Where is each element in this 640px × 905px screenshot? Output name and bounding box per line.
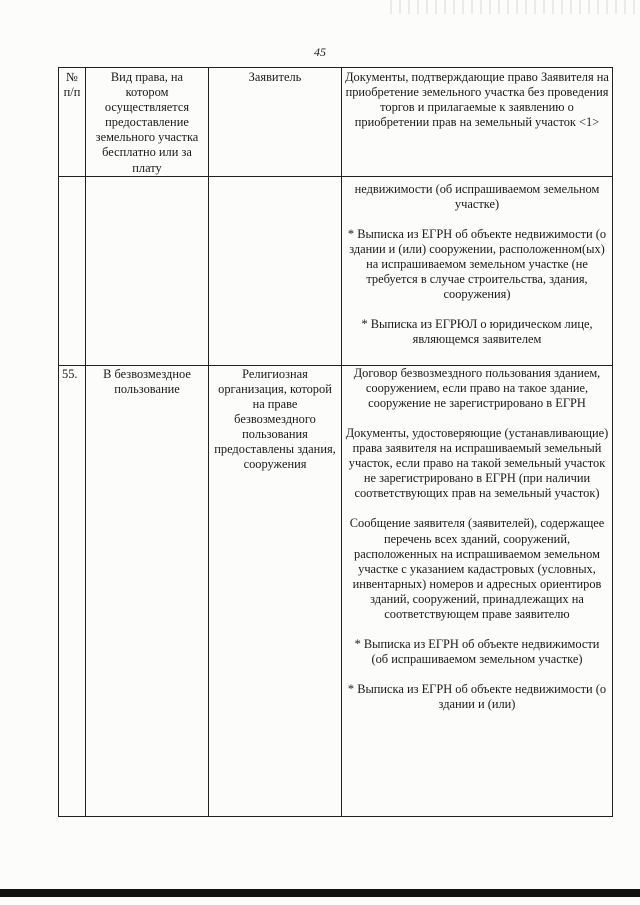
- document-item: * Выписка из ЕГРН об объекте недвижимости (о здании и (или): [347, 682, 607, 712]
- table-header-row: [59, 68, 613, 177]
- cell-applicant: Религиозная организация, которой на праве безвозмездного пользования предоставлены здания, сооружения: [209, 365, 342, 816]
- document-item: * Выписка из ЕГРЮЛ о юридическом лице, являющемся заявителем: [361, 317, 593, 347]
- cell-documents: [342, 365, 613, 816]
- document-item: Договор безвозмездного пользования зданием, сооружением, если право на такое здание, сооружение не зарегистрировано в ЕГРН: [353, 365, 601, 410]
- scan-bottom-edge: [0, 889, 640, 897]
- cell-applicant-empty: [209, 176, 342, 365]
- cell-documents-continuation: [342, 176, 613, 365]
- document-item: Сообщение заявителя (заявителей), содержащее перечень всех зданий, сооружений, расположенных на испрашиваемом земельном участке с указанием кадастровых (условных, инвентарных) номеров и адресных ориентиров зданий, сооружений, принадлежащих на соответствующем праве заявителю: [349, 516, 605, 621]
- table-row-55: [59, 365, 613, 816]
- table-row-continuation: [59, 176, 613, 365]
- scan-artifact: [390, 0, 640, 14]
- header-right-type: Вид права, на котором осуществляется предоставление земельного участка бесплатно или за плату: [86, 68, 209, 177]
- header-num: № п/п: [59, 68, 86, 177]
- document-item: Документы, удостоверяющие (устанавливающие) права заявителя на испрашиваемый земельный участок, если право на такой земельный участок не зарегистрировано в ЕГРН (при наличии соответствующих прав на земельный участок): [345, 425, 609, 501]
- page-number: 45: [314, 45, 326, 59]
- document-item: * Выписка из ЕГРН об объекте недвижимости (об испрашиваемом земельном участке): [354, 637, 600, 667]
- document-item: * Выписка из ЕГРН об объекте недвижимости (о здании и (или) сооружении, расположенном(ых) на испрашиваемом земельном участке (не требуется в случае строительства, здания, сооружения): [347, 226, 607, 302]
- cell-right-type: В безвозмездное пользование: [86, 365, 209, 816]
- document-item: недвижимости (об испрашиваемом земельном участке): [354, 181, 600, 211]
- documents-table: [58, 67, 613, 817]
- cell-right-type-empty: [86, 176, 209, 365]
- cell-num-empty: [59, 176, 86, 365]
- cell-num: 55.: [59, 365, 86, 816]
- header-documents: Документы, подтверждающие право Заявителя на приобретение земельного участка без проведения торгов и прилагаемые к заявлению о приобретении прав на земельный участок <1>: [342, 68, 613, 177]
- header-applicant: Заявитель: [209, 68, 342, 177]
